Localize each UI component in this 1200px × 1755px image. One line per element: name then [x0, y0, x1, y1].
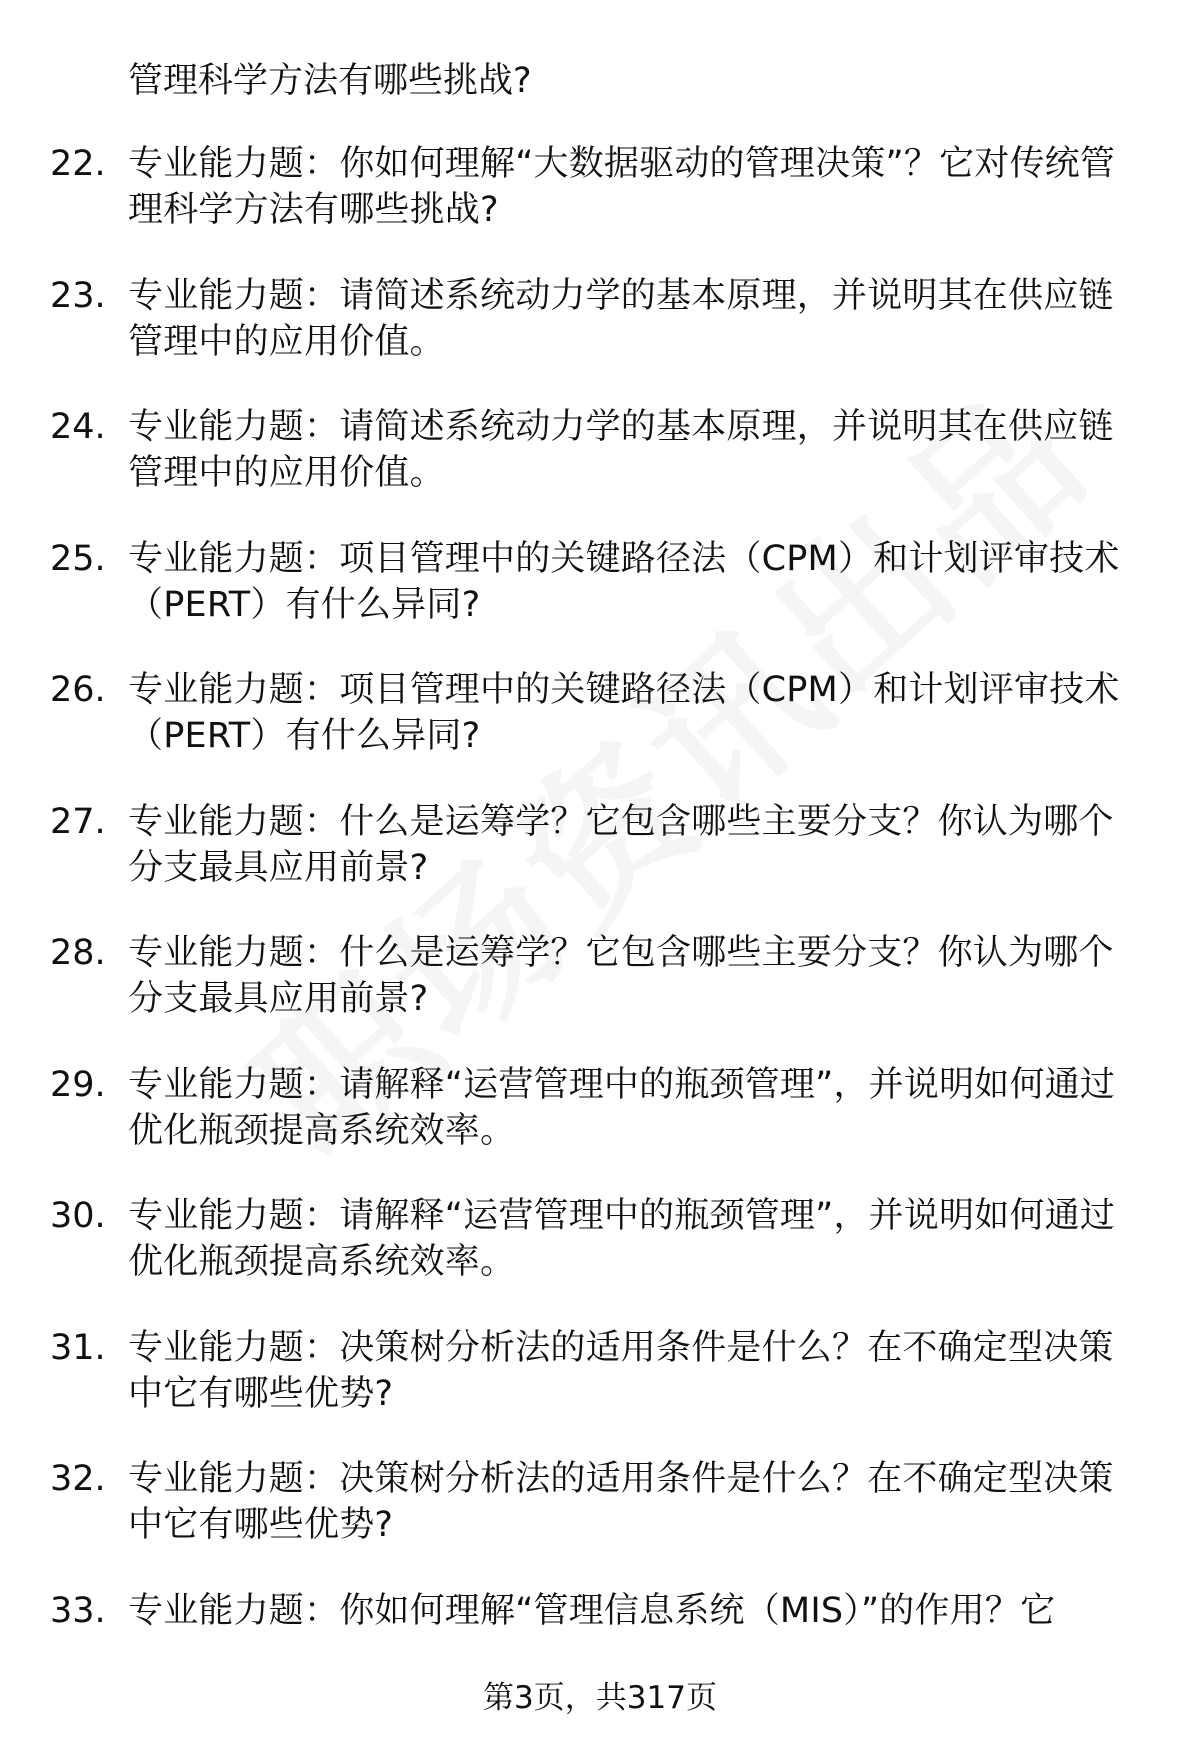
question-number: 33.: [50, 1590, 106, 1631]
question-text: 专业能力题：你如何理解“大数据驱动的管理决策”？它对传统管理科学方法有哪些挑战?: [128, 144, 1116, 230]
question-number: 23.: [50, 275, 106, 316]
question-item: [50, 799, 1160, 891]
question-item: [50, 667, 1160, 759]
question-item: [50, 273, 1160, 365]
question-number: 22.: [50, 144, 106, 184]
question-text: 专业能力题：决策树分析法的适用条件是什么？在不确定型决策中它有哪些优势?: [128, 1459, 1114, 1545]
question-text: 专业能力题：决策树分析法的适用条件是什么？在不确定型决策中它有哪些优势?: [128, 1327, 1114, 1414]
question-text: 专业能力题：请简述系统动力学的基本原理，并说明其在供应链管理中的应用价值。: [128, 407, 1114, 493]
question-number: 31.: [50, 1327, 106, 1368]
question-item: [50, 536, 1160, 628]
question-text: 专业能力题：什么是运筹学？它包含哪些主要分支？你认为哪个分支最具应用前景?: [128, 933, 1114, 1019]
question-text: 专业能力题：你如何理解“管理信息系统（MIS）”的作用？它: [128, 1590, 1056, 1631]
question-number: 28.: [50, 933, 106, 973]
question-item: [50, 1325, 1160, 1417]
question-text: 专业能力题：项目管理中的关键路径法（CPM）和计划评审技术（PERT）有什么异同?: [128, 538, 1120, 625]
question-number: 27.: [50, 801, 106, 842]
question-item: [50, 1062, 1160, 1154]
question-text: 专业能力题：请简述系统动力学的基本原理，并说明其在供应链管理中的应用价值。: [128, 275, 1114, 362]
question-item: [50, 1456, 1160, 1548]
question-list: [50, 141, 1160, 1719]
question-item: [50, 404, 1160, 496]
continued-question-text: 管理科学方法有哪些挑战?: [128, 61, 532, 101]
question-text: 专业能力题：请解释“运营管理中的瓶颈管理”，并说明如何通过优化瓶颈提高系统效率。: [128, 1064, 1116, 1151]
question-item: [50, 930, 1160, 1022]
question-number: 29.: [50, 1064, 106, 1105]
question-item: [50, 1193, 1160, 1285]
question-number: 25.: [50, 538, 106, 579]
question-number: 32.: [50, 1459, 106, 1499]
question-text: 专业能力题：什么是运筹学？它包含哪些主要分支？你认为哪个分支最具应用前景?: [128, 801, 1114, 888]
question-item: [50, 1588, 1160, 1680]
question-item: [50, 141, 1160, 233]
question-number: 24.: [50, 407, 106, 447]
question-text: 专业能力题：项目管理中的关键路径法（CPM）和计划评审技术（PERT）有什么异同?: [128, 670, 1120, 756]
question-number: 30.: [50, 1196, 106, 1236]
question-number: 26.: [50, 670, 106, 710]
page-number-footer: 第3页，共317页: [483, 1680, 717, 1716]
question-text: 专业能力题：请解释“运营管理中的瓶颈管理”，并说明如何通过优化瓶颈提高系统效率。: [128, 1196, 1116, 1282]
